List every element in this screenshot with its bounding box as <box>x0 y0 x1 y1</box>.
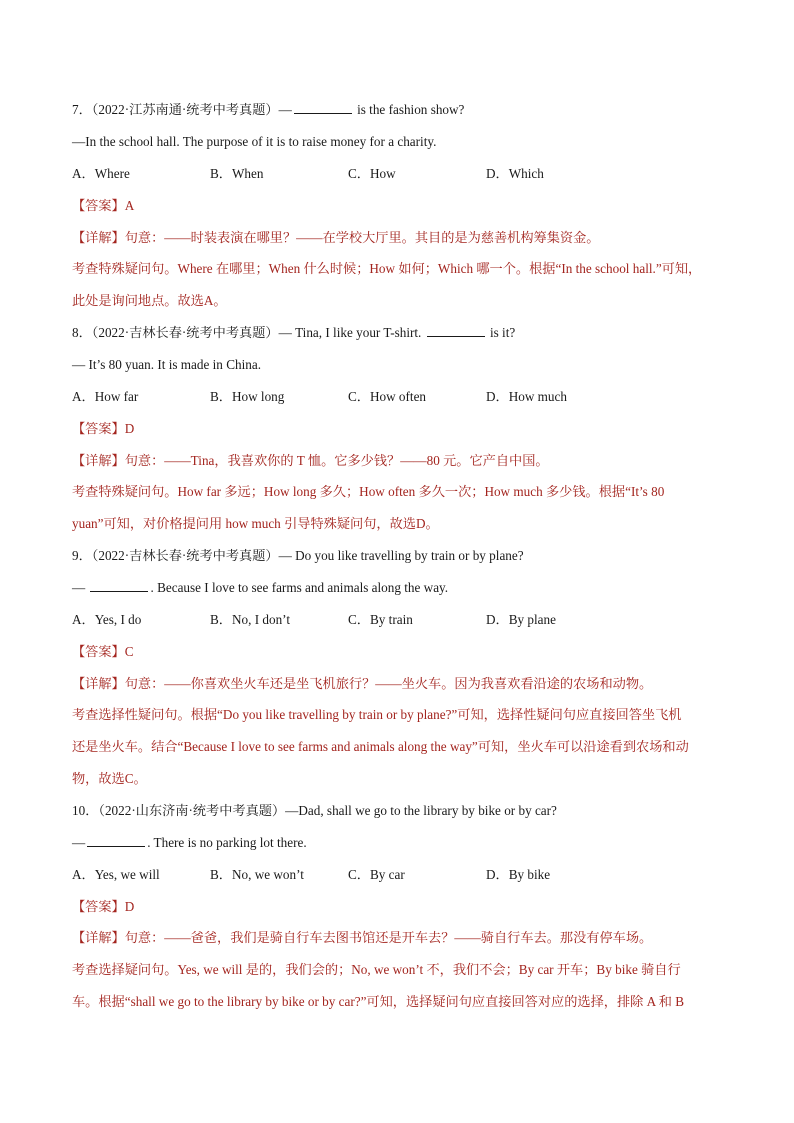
question-9-reply <box>72 579 734 597</box>
question-7-detail-1 <box>72 229 734 247</box>
answer-blank <box>427 324 485 337</box>
question-7-reply: —In the school hall. The purpose of it is to raise money for a charity. <box>72 134 437 149</box>
answer-value: D <box>124 899 135 914</box>
option-a: A．Yes, we will <box>72 867 160 882</box>
option-a: A．Yes, I do <box>72 612 142 627</box>
question-9-answer <box>72 643 734 661</box>
option-a: A．How far <box>72 389 139 404</box>
detail-text: 句意：——你喜欢坐火车还是坐飞机旅行？——坐火车。因为我喜欢看沿途的农场和动物。 <box>124 676 653 691</box>
option-d: D．By plane <box>486 612 556 627</box>
reply-text: — <box>72 835 86 850</box>
option-b: B．No, I don’t <box>210 612 290 627</box>
answer-label: 【答案】 <box>72 644 125 659</box>
answer-blank <box>90 579 148 592</box>
answer-label: 【答案】 <box>72 899 125 914</box>
question-10-options <box>72 866 624 884</box>
option-c: C．By train <box>348 612 413 627</box>
option-d: D．By bike <box>486 867 551 882</box>
question-10-answer <box>72 898 734 916</box>
detail-label: 【详解】 <box>72 930 125 945</box>
option-d: D．Which <box>486 166 544 181</box>
question-text: is the fashion show? <box>353 102 465 117</box>
question-text: 8．（2022·吉林长春·统考中考真题）— Tina, I like your T-shirt. <box>72 325 425 340</box>
question-8-reply: — It’s 80 yuan. It is made in China. <box>72 357 261 372</box>
option-b: B．When <box>210 166 264 181</box>
option-c: C．By car <box>348 867 405 882</box>
question-10-detail-3: 车。根据“shall we go to the library by bike or by car?”可知，选择疑问句应直接回答对应的选择，排除 A 和 B <box>72 994 685 1009</box>
option-c: C．How often <box>348 389 427 404</box>
question-10-detail-2: 考查选择疑问句。Yes, we will 是的，我们会的；No, we won’t 不，我们不会；By car 开车；By bike 骑自行 <box>72 962 681 977</box>
question-9-detail-2: 考查选择性疑问句。根据“Do you like travelling by train or by plane?”可知，选择性疑问句应直接回答坐飞机 <box>72 707 682 722</box>
question-8-stem <box>72 324 734 342</box>
question-7-detail-3: 此处是询问地点。故选A。 <box>72 293 227 308</box>
question-8-options <box>72 388 624 406</box>
answer-blank <box>294 101 352 114</box>
option-c: C．How <box>348 166 396 181</box>
reply-text: . Because I love to see farms and animals along the way. <box>150 580 449 595</box>
question-9-detail-4: 物，故选C。 <box>72 771 147 786</box>
question-10-reply <box>72 834 734 852</box>
detail-text: 句意：——Tina，我喜欢你的 T 恤。它多少钱？——80 元。它产自中国。 <box>124 453 549 468</box>
question-8-detail-3: yuan”可知，对价格提问用 how much 引导特殊疑问句，故选D。 <box>72 516 439 531</box>
detail-label: 【详解】 <box>72 676 125 691</box>
reply-text: — <box>72 580 89 595</box>
question-9-stem: 9．（2022·吉林长春·统考中考真题）— Do you like travelling by train or by plane? <box>72 548 524 563</box>
question-9-detail-1 <box>72 675 734 693</box>
option-b: B．How long <box>210 389 285 404</box>
option-b: B．No, we won’t <box>210 867 304 882</box>
question-8-detail-2: 考查特殊疑问句。How far 多远；How long 多久；How often 多久一次；How much 多少钱。根据“It’s 80 <box>72 484 665 499</box>
answer-value: C <box>124 644 134 659</box>
question-10-detail-1 <box>72 929 734 947</box>
question-7-stem <box>72 101 734 119</box>
question-10-stem: 10．（2022·山东济南·统考中考真题）—Dad, shall we go to the library by bike or by car? <box>72 803 557 818</box>
question-8-answer <box>72 420 734 438</box>
answer-label: 【答案】 <box>72 421 125 436</box>
question-text: 7．（2022·江苏南通·统考中考真题）— <box>72 102 292 117</box>
detail-text: 句意：——时装表演在哪里？——在学校大厅里。其目的是为慈善机构筹集资金。 <box>124 230 600 245</box>
reply-text: . There is no parking lot there. <box>147 835 307 850</box>
option-d: D．How much <box>486 389 567 404</box>
question-9-detail-3: 还是坐火车。结合“Because I love to see farms and animals along the way”可知，坐火车可以沿途看到农场和动 <box>72 739 689 754</box>
detail-text: 句意：——爸爸，我们是骑自行车去图书馆还是开车去？——骑自行车去。那没有停车场。 <box>124 930 653 945</box>
answer-value: A <box>124 198 135 213</box>
question-7-detail-2: 考查特殊疑问句。Where 在哪里；When 什么时候；How 如何；Which 哪一个。根据“In the school hall.”可知， <box>72 261 702 276</box>
question-9-options <box>72 611 624 629</box>
question-7-answer <box>72 197 734 215</box>
question-8-detail-1 <box>72 452 734 470</box>
detail-label: 【详解】 <box>72 230 125 245</box>
answer-value: D <box>124 421 135 436</box>
answer-label: 【答案】 <box>72 198 125 213</box>
question-text: is it? <box>486 325 516 340</box>
option-a: A．Where <box>72 166 130 181</box>
question-7-options <box>72 165 624 183</box>
answer-blank <box>87 834 145 847</box>
detail-label: 【详解】 <box>72 453 125 468</box>
